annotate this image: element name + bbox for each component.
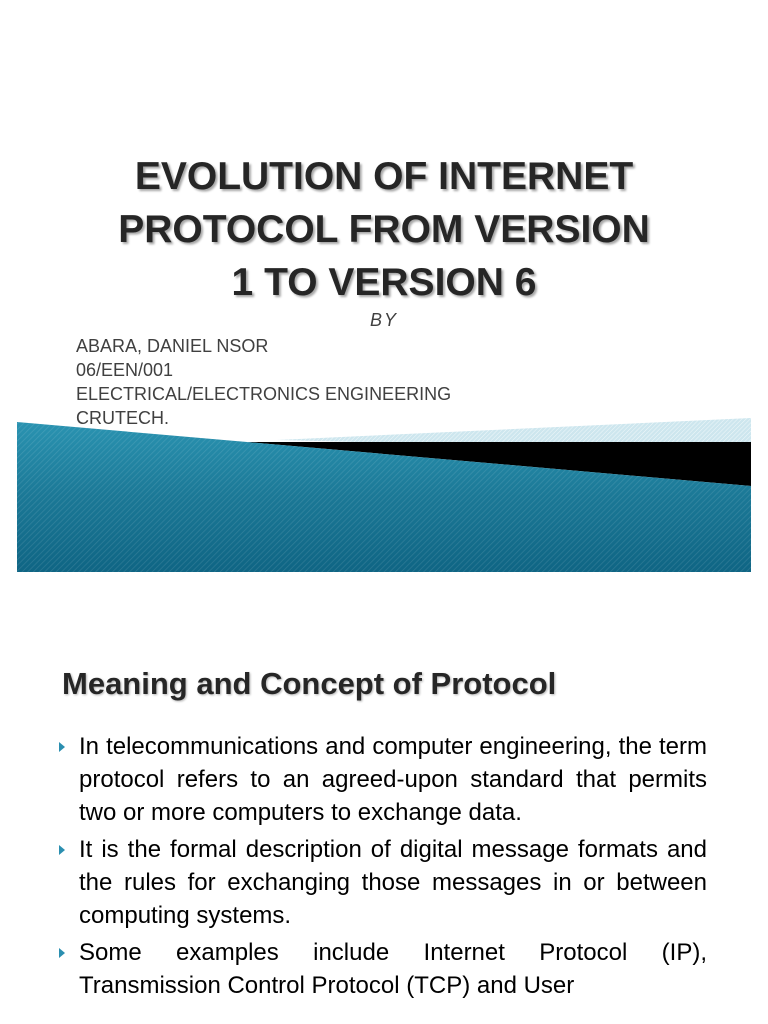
- title-line: 1 TO VERSION 6: [231, 261, 537, 304]
- bullet-arrow-icon: [59, 742, 65, 752]
- author-reg-number: 06/EEN/001: [76, 360, 174, 380]
- slide-heading: Meaning and Concept of Protocol: [62, 666, 557, 701]
- bullet-arrow-icon: [59, 948, 65, 958]
- slide-title: [17, 150, 751, 309]
- bullet-text: Some examples include Internet Protocol (IP), Transmission Control Protocol (TCP) and User: [79, 939, 707, 999]
- author-institution: CRUTECH.: [76, 408, 169, 428]
- band-light-strip: [277, 418, 751, 444]
- list-item: [59, 833, 707, 932]
- author-department: ELECTRICAL/ELECTRONICS ENGINEERING: [76, 384, 452, 404]
- title-line: PROTOCOL FROM VERSION: [118, 208, 650, 251]
- list-item: [59, 936, 707, 1002]
- bullet-text: It is the formal description of digital message formats and the rules for exchanging those messages in or between computing systems.: [79, 836, 707, 929]
- decorative-band: [17, 418, 751, 572]
- content-slide: [17, 600, 751, 1024]
- list-item: [59, 730, 707, 829]
- title-slide: [17, 0, 751, 572]
- by-label: BY: [369, 310, 398, 330]
- bullet-arrow-icon: [59, 845, 65, 855]
- bullet-text: In telecommunications and computer engineering, the term protocol refers to an agreed-upon standard that permits two or more computers to exchange data.: [79, 733, 707, 826]
- bullet-list: [59, 730, 707, 1006]
- title-line: EVOLUTION OF INTERNET: [134, 155, 634, 198]
- author-block: [76, 334, 451, 430]
- author-name: ABARA, DANIEL NSOR: [76, 336, 269, 356]
